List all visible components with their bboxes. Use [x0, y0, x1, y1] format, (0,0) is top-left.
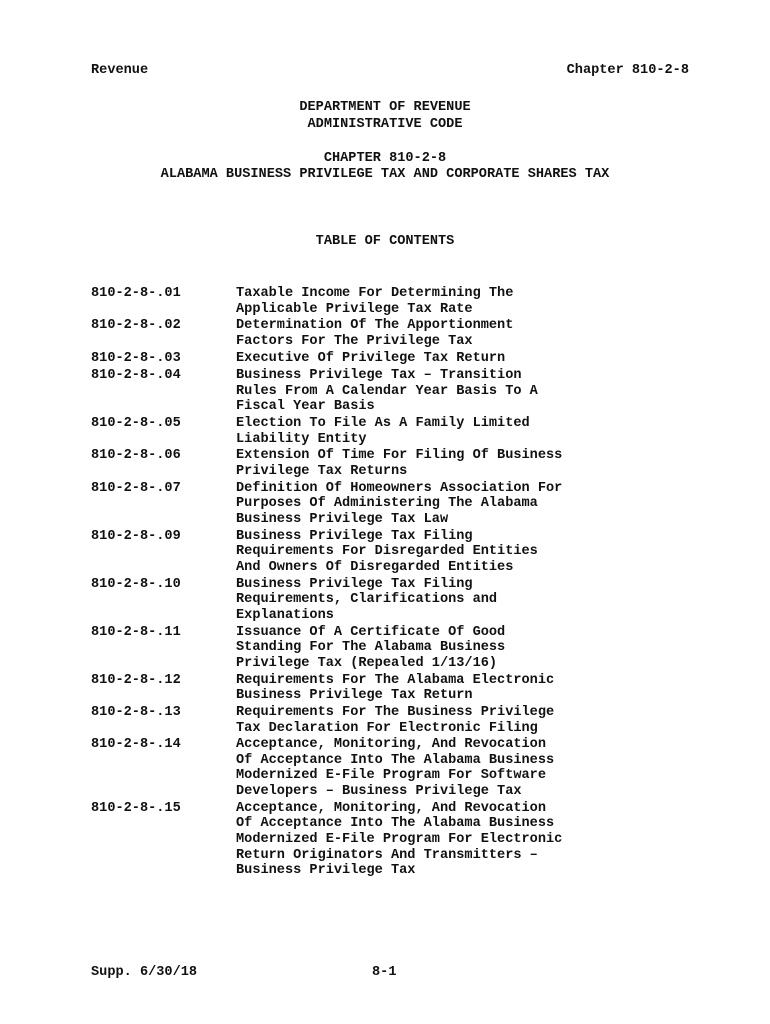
department-title: DEPARTMENT OF REVENUE [299, 100, 471, 115]
toc-entry [91, 801, 691, 879]
toc-entry-number: 810-2-8-.01 [91, 286, 181, 301]
chapter-title: CHAPTER 810-2-8 [323, 151, 447, 166]
running-header-left: Revenue [91, 63, 149, 78]
table-of-contents [91, 286, 691, 880]
toc-entry-title [236, 673, 691, 704]
toc-entry-title-line: Definition Of Homeowners Association For [236, 480, 563, 496]
toc-entry-title-line: Tax Declaration For Electronic Filing [236, 720, 538, 736]
toc-entry [91, 737, 691, 799]
toc-entry [91, 448, 691, 479]
toc-entry-title-line: Fiscal Year Basis [236, 399, 375, 415]
toc-entry-title [236, 625, 691, 672]
toc-entry-title-line: Factors For The Privilege Tax [236, 333, 473, 349]
toc-entry-title-line: Extension Of Time For Filing Of Business [236, 448, 563, 464]
toc-entry-title-line: Return Originators And Transmitters – [236, 847, 538, 863]
toc-entry [91, 673, 691, 704]
toc-entry-title-line: Business Privilege Tax Filing [236, 576, 473, 592]
toc-entry-title-line: Business Privilege Tax Filing [236, 528, 473, 544]
toc-entry-title-line: Standing For The Alabama Business [236, 640, 506, 656]
toc-entry-number: 810-2-8-.02 [91, 318, 181, 334]
code-title: ADMINISTRATIVE CODE [307, 117, 463, 132]
toc-entry-number: 810-2-8-.06 [91, 448, 181, 464]
toc-entry [91, 705, 691, 736]
toc-entry-title-line: Privilege Tax Returns [236, 463, 408, 479]
toc-entry-title [236, 368, 691, 415]
toc-entry-title-line: Executive Of Privilege Tax Return [236, 350, 506, 366]
toc-entry [91, 529, 691, 576]
toc-entry-title-line: Business Privilege Tax [236, 863, 416, 879]
toc-entry-title-line: Requirements For Disregarded Entities [236, 544, 538, 560]
toc-entry-title-line: Modernized E-File Program For Software [236, 768, 546, 784]
toc-entry-title [236, 448, 691, 479]
toc-entry-title-line: Business Privilege Tax – Transition [236, 367, 522, 383]
toc-entry-number: 810-2-8-.07 [91, 480, 181, 496]
toc-entry-title-line: Determination Of The Apportionment [236, 318, 514, 334]
toc-entry-number: 810-2-8-.13 [91, 704, 181, 720]
running-header-right: Chapter 810-2-8 [566, 63, 689, 78]
toc-entry-title-line: Business Privilege Tax Return [236, 688, 473, 704]
toc-entry-title [236, 318, 691, 349]
toc-entry-title-line: Election To File As A Family Limited [236, 415, 530, 431]
toc-entry-title-line: Acceptance, Monitoring, And Revocation [236, 737, 546, 753]
toc-entry-number: 810-2-8-.15 [91, 800, 181, 816]
toc-entry-title-line: Of Acceptance Into The Alabama Business [236, 816, 555, 832]
toc-entry [91, 318, 691, 349]
toc-entry-title-line: Rules From A Calendar Year Basis To A [236, 383, 538, 399]
toc-entry-title-line: Requirements For The Alabama Electronic [236, 672, 555, 688]
toc-entry [91, 416, 691, 447]
toc-entry-title-line: And Owners Of Disregarded Entities [236, 559, 514, 575]
toc-entry-title-line: Modernized E-File Program For Electronic [236, 832, 563, 848]
toc-entry-title [236, 801, 691, 879]
toc-entry-title-line: Taxable Income For Determining The [236, 286, 514, 301]
toc-entry-number: 810-2-8-.09 [91, 528, 181, 544]
toc-entry-number: 810-2-8-.11 [91, 624, 181, 640]
toc-entry-title-line: Requirements For The Business Privilege [236, 704, 555, 720]
toc-entry-title-line: Requirements, Clarifications and [236, 592, 498, 608]
page-number: 8-1 [372, 965, 397, 980]
toc-entry-number: 810-2-8-.05 [91, 415, 181, 431]
toc-entry-number: 810-2-8-.03 [91, 350, 181, 366]
chapter-subject: ALABAMA BUSINESS PRIVILEGE TAX AND CORPORATE SHARES TAX [160, 167, 610, 182]
toc-entry [91, 286, 691, 317]
toc-entry [91, 351, 691, 367]
toc-heading: TABLE OF CONTENTS [315, 234, 455, 249]
toc-entry-title-line: Issuance Of A Certificate Of Good [236, 624, 506, 640]
supplement-date: Supp. 6/30/18 [91, 965, 198, 980]
toc-entry-title [236, 705, 691, 736]
toc-entry-title-line: Business Privilege Tax Law [236, 511, 449, 527]
toc-entry [91, 625, 691, 672]
toc-entry-title [236, 286, 691, 317]
toc-entry-title [236, 416, 691, 447]
toc-entry-title-line: Applicable Privilege Tax Rate [236, 301, 473, 317]
toc-entry-title-line: Explanations [236, 607, 334, 623]
toc-entry [91, 368, 691, 415]
toc-entry-title [236, 481, 691, 528]
toc-entry-title [236, 529, 691, 576]
toc-entry-number: 810-2-8-.12 [91, 672, 181, 688]
toc-entry [91, 577, 691, 624]
toc-entry-title [236, 577, 691, 624]
toc-entry-title-line: Liability Entity [236, 431, 367, 447]
toc-entry-title-line: Purposes Of Administering The Alabama [236, 496, 538, 512]
toc-entry-title-line: Acceptance, Monitoring, And Revocation [236, 800, 546, 816]
toc-entry-title [236, 351, 691, 367]
toc-entry-title [236, 737, 691, 799]
toc-entry-number: 810-2-8-.14 [91, 737, 181, 753]
toc-entry-title-line: Of Acceptance Into The Alabama Business [236, 752, 555, 768]
toc-entry-number: 810-2-8-.10 [91, 576, 181, 592]
toc-entry-number: 810-2-8-.04 [91, 367, 181, 383]
toc-entry [91, 481, 691, 528]
toc-entry-title-line: Developers – Business Privilege Tax [236, 784, 522, 800]
toc-entry-title-line: Privilege Tax (Repealed 1/13/16) [236, 655, 498, 671]
